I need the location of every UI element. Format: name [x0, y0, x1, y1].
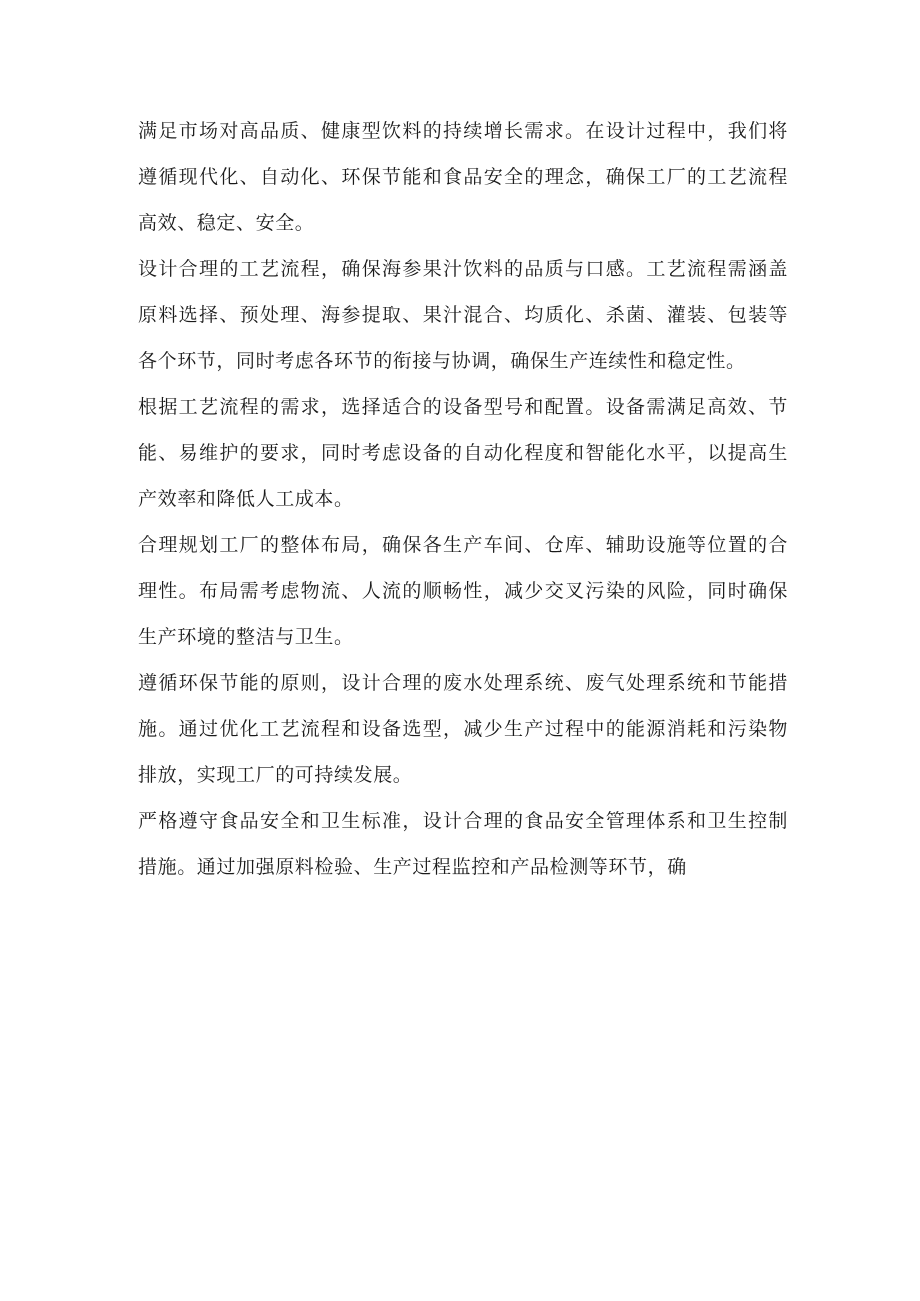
text-line: 施。通过优化工艺流程和设备选型，减少生产过程中的能源消耗和污染物 [138, 718, 788, 740]
text-line: 能、易维护的要求，同时考虑设备的自动化程度和智能化水平，以提高生 [138, 442, 788, 464]
text-line: 生产环境的整洁与卫生。 [138, 626, 354, 648]
paragraph-equipment-selection [138, 384, 788, 522]
text-line: 严格遵守食品安全和卫生标准，设计合理的食品安全管理体系和卫生控制 [138, 810, 788, 832]
text-line: 排放，实现工厂的可持续发展。 [138, 764, 413, 786]
text-line: 满足市场对高品质、健康型饮料的持续增长需求。在设计过程中，我们将 [138, 120, 788, 142]
text-line: 产效率和降低人工成本。 [138, 488, 354, 510]
text-line: 遵循环保节能的原则，设计合理的废水处理系统、废气处理系统和节能措 [138, 672, 788, 694]
text-line: 高效、稳定、安全。 [138, 212, 315, 234]
text-line: 措施。通过加强原料检验、生产过程监控和产品检测等环节，确 [138, 856, 687, 878]
document-body [138, 108, 788, 890]
paragraph-environmental-protection [138, 660, 788, 798]
text-line: 设计合理的工艺流程，确保海参果汁饮料的品质与口感。工艺流程需涵盖 [138, 258, 788, 280]
text-line: 合理规划工厂的整体布局，确保各生产车间、仓库、辅助设施等位置的合 [138, 534, 788, 556]
text-line: 理性。布局需考虑物流、人流的顺畅性，减少交叉污染的风险，同时确保 [138, 580, 788, 602]
paragraph-factory-layout [138, 522, 788, 660]
paragraph-market-demand [138, 108, 788, 246]
paragraph-process-flow [138, 246, 788, 384]
text-line: 根据工艺流程的需求，选择适合的设备型号和配置。设备需满足高效、节 [138, 396, 788, 418]
text-line: 各个环节，同时考虑各环节的衔接与协调，确保生产连续性和稳定性。 [138, 350, 746, 372]
paragraph-food-safety [138, 798, 788, 890]
text-line: 遵循现代化、自动化、环保节能和食品安全的理念，确保工厂的工艺流程 [138, 166, 788, 188]
text-line: 原料选择、预处理、海参提取、果汁混合、均质化、杀菌、灌装、包装等 [138, 304, 788, 326]
